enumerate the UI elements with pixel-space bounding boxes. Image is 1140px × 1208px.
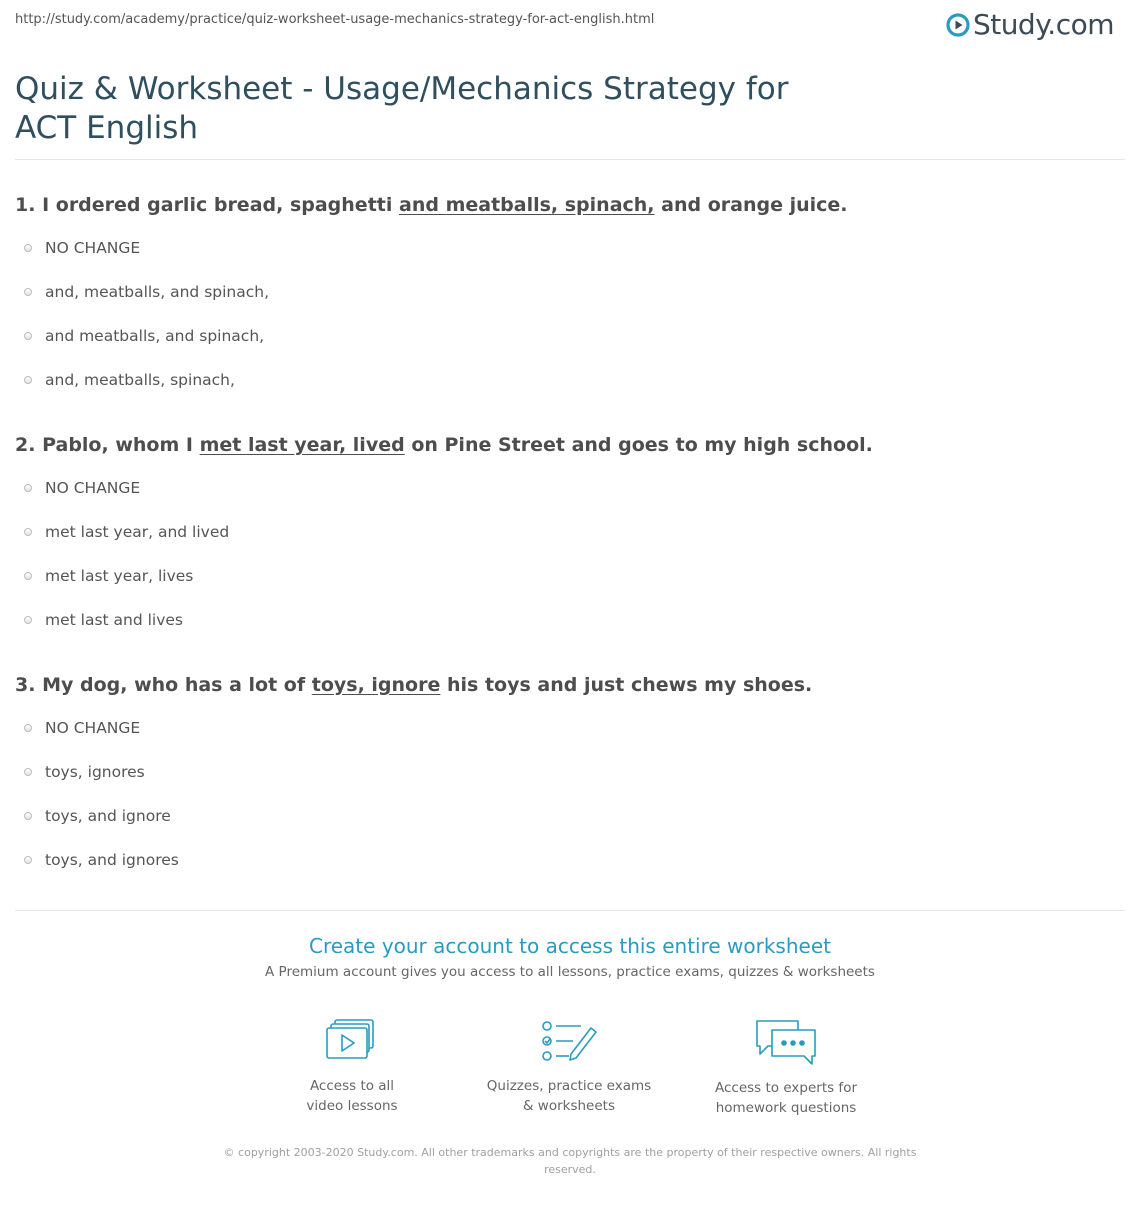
feature-video-lessons: [252, 1018, 452, 1116]
radio-button[interactable]: [24, 332, 32, 340]
question-text-after: on Pine Street and goes to my high school.: [411, 434, 873, 456]
answer-label: and, meatballs, spinach,: [45, 371, 235, 389]
answer-option[interactable]: [24, 763, 145, 781]
chat-bubbles-icon: [754, 1018, 818, 1066]
play-circle-icon: [946, 13, 970, 37]
divider: [15, 910, 1125, 911]
radio-button[interactable]: [24, 288, 32, 296]
answer-label: toys, and ignores: [45, 851, 179, 869]
logo-text: Study.com: [972, 8, 1114, 41]
answer-option[interactable]: [24, 239, 140, 257]
answer-option[interactable]: [24, 719, 140, 737]
answer-label: toys, and ignore: [45, 807, 171, 825]
question-number: 2.: [15, 434, 36, 456]
copyright: © copyright 2003-2020 Study.com. All other trademarks and copyrights are the property of their respective owners. All rights reserved.: [223, 1146, 917, 1176]
cta-subtitle: A Premium account gives you access to all lessons, practice exams, quizzes & worksheets: [265, 964, 875, 980]
feature-experts: [686, 1018, 886, 1118]
answer-label: NO CHANGE: [45, 239, 141, 257]
answer-option[interactable]: [24, 807, 171, 825]
answer-option[interactable]: [24, 567, 193, 585]
question-1: [15, 194, 848, 216]
question-text-after: and orange juice.: [661, 194, 848, 216]
create-account-link[interactable]: Create your account to access this entire worksheet: [309, 934, 831, 958]
answer-label: NO CHANGE: [45, 719, 141, 737]
question-3: [15, 674, 812, 696]
answer-option[interactable]: [24, 371, 235, 389]
answer-option[interactable]: [24, 283, 269, 301]
question-text-before: Pablo, whom I: [42, 434, 193, 456]
radio-button[interactable]: [24, 244, 32, 252]
answer-label: and, meatballs, and spinach,: [45, 283, 270, 301]
feature-label: Access to experts for homework questions: [714, 1080, 857, 1116]
question-number: 3.: [15, 674, 36, 696]
question-underlined-text: met last year, lived: [199, 434, 405, 456]
radio-button[interactable]: [24, 528, 32, 536]
feature-label: Quizzes, practice exams & worksheets: [486, 1078, 652, 1114]
radio-button[interactable]: [24, 616, 32, 624]
divider: [15, 159, 1125, 160]
answer-label: met last year, lives: [45, 567, 194, 585]
feature-label: Access to all video lessons: [306, 1078, 398, 1114]
radio-button[interactable]: [24, 724, 32, 732]
radio-button[interactable]: [24, 856, 32, 864]
radio-button[interactable]: [24, 484, 32, 492]
radio-button[interactable]: [24, 812, 32, 820]
study-logo[interactable]: [946, 8, 1114, 41]
question-underlined-text: and meatballs, spinach,: [399, 194, 655, 216]
question-2: [15, 434, 873, 456]
question-number: 1.: [15, 194, 36, 216]
answer-label: met last and lives: [45, 611, 184, 629]
radio-button[interactable]: [24, 376, 32, 384]
question-text-before: I ordered garlic bread, spaghetti: [42, 194, 393, 216]
checklist-pencil-icon: [541, 1018, 597, 1064]
answer-label: and meatballs, and spinach,: [45, 327, 265, 345]
page-title: Quiz & Worksheet - Usage/Mechanics Strategy for ACT English: [15, 71, 789, 146]
question-text-before: My dog, who has a lot of: [42, 674, 306, 696]
answer-option[interactable]: [24, 851, 179, 869]
feature-quizzes: [469, 1018, 669, 1116]
question-text-after: his toys and just chews my shoes.: [446, 674, 813, 696]
question-underlined-text: toys, ignore: [311, 674, 441, 696]
answer-option[interactable]: [24, 523, 229, 541]
page-url: http://study.com/academy/practice/quiz-worksheet-usage-mechanics-strategy-for-act-english.html: [15, 12, 655, 27]
answer-option[interactable]: [24, 479, 140, 497]
answer-option[interactable]: [24, 611, 183, 629]
radio-button[interactable]: [24, 572, 32, 580]
answer-option[interactable]: [24, 327, 264, 345]
answer-label: NO CHANGE: [45, 479, 141, 497]
radio-button[interactable]: [24, 768, 32, 776]
video-lessons-icon: [326, 1018, 378, 1064]
answer-label: toys, ignores: [45, 763, 145, 781]
answer-label: met last year, and lived: [45, 523, 230, 541]
